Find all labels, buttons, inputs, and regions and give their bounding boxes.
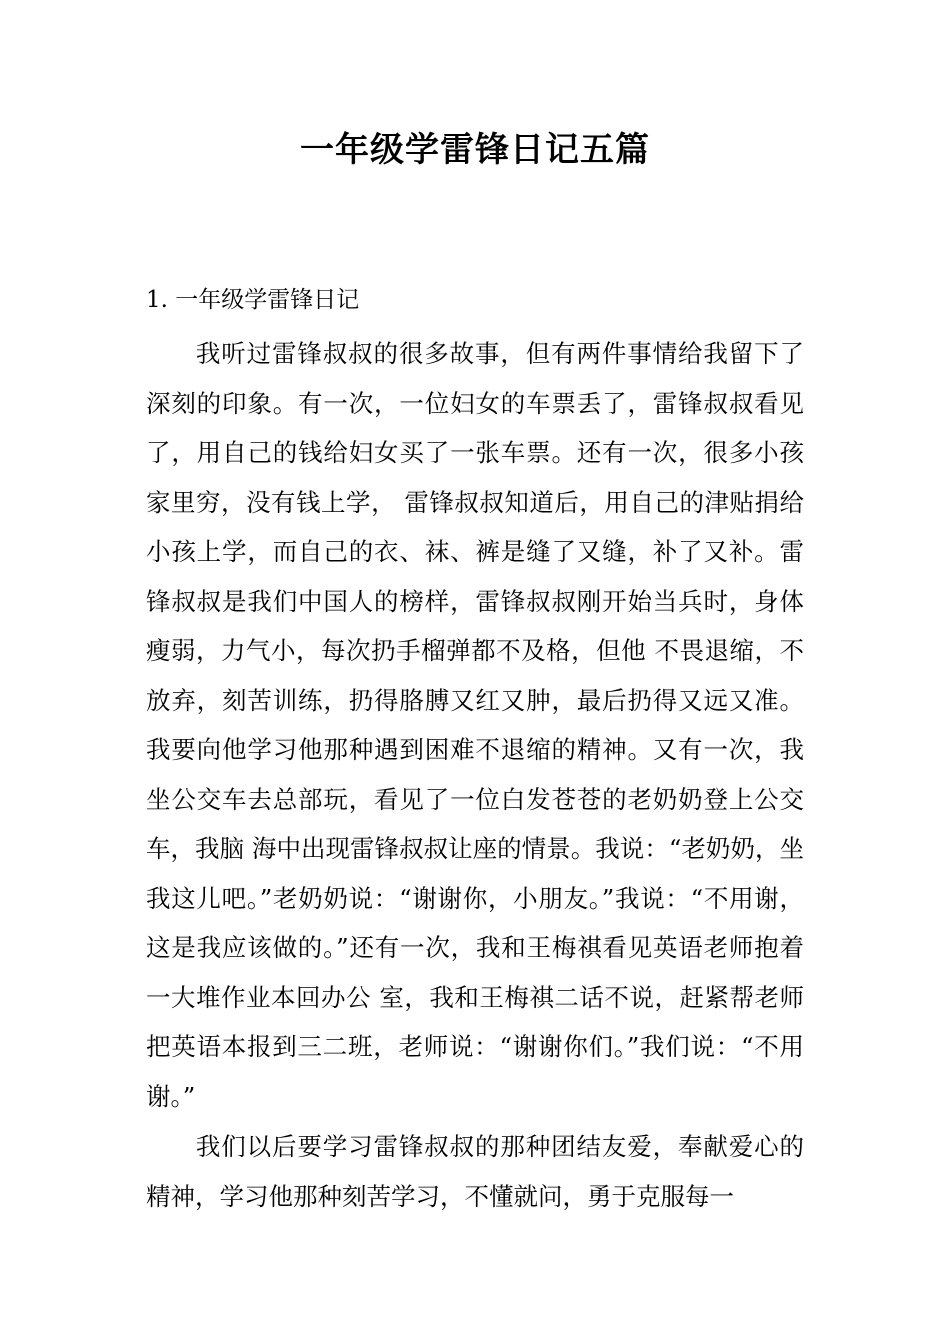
paragraph-2 (146, 1122, 804, 1221)
section-heading: 1. 一年级学雷锋日记 (146, 287, 360, 313)
paragraph-2-text: 我们以后要学习雷锋叔叔的那种团结友爱，奉献爱心的精神，学习他那种刻苦学习，不懂就问，勇于克服每一 (146, 1132, 804, 1211)
paragraph-1-text: 我听过雷锋叔叔的很多故事，但有两件事情给我留下了深刻的印象。有一次，一位妇女的车票丢了，雷锋叔叔看见了，用自己的钱给妇女买了一张车票。还有一次，很多小孩家里穷，没有钱上学， 雷锋叔叔知道后，用自己的津贴捐给小孩上学，而自己的衣、袜、裤是缝了又缝，补了又补。雷锋叔叔是我们中国人的榜样，雷锋叔叔刚开始当兵时，身体瘦弱，力气小，每次扔手榴弹都不及格，但他 不畏退缩，不放弃，刻苦训练，扔得胳膊又红又肿，最后扔得又远又准。我要向他学习他那种遇到困难不退缩的精神。又有一次，我坐公交车去总部玩，看见了一位白发苍苍的老奶奶登上公交车，我脑 海中出现雷锋叔叔让座的情景。我说：“老奶奶，坐我这儿吧。”老奶奶说：“谢谢你，小朋友。”我说：“不用谢，这是我应该做的。”还有一次，我和王梅祺看见英语老师抱着一大堆作业本回办公 室，我和王梅祺二话不说，赶紧帮老师把英语本报到三二班，老师说：“谢谢你们。”我们说：“不用谢。” (146, 339, 804, 1111)
document-title: 一年级学雷锋日记五篇 (300, 130, 650, 170)
paragraph-1 (146, 329, 804, 1121)
